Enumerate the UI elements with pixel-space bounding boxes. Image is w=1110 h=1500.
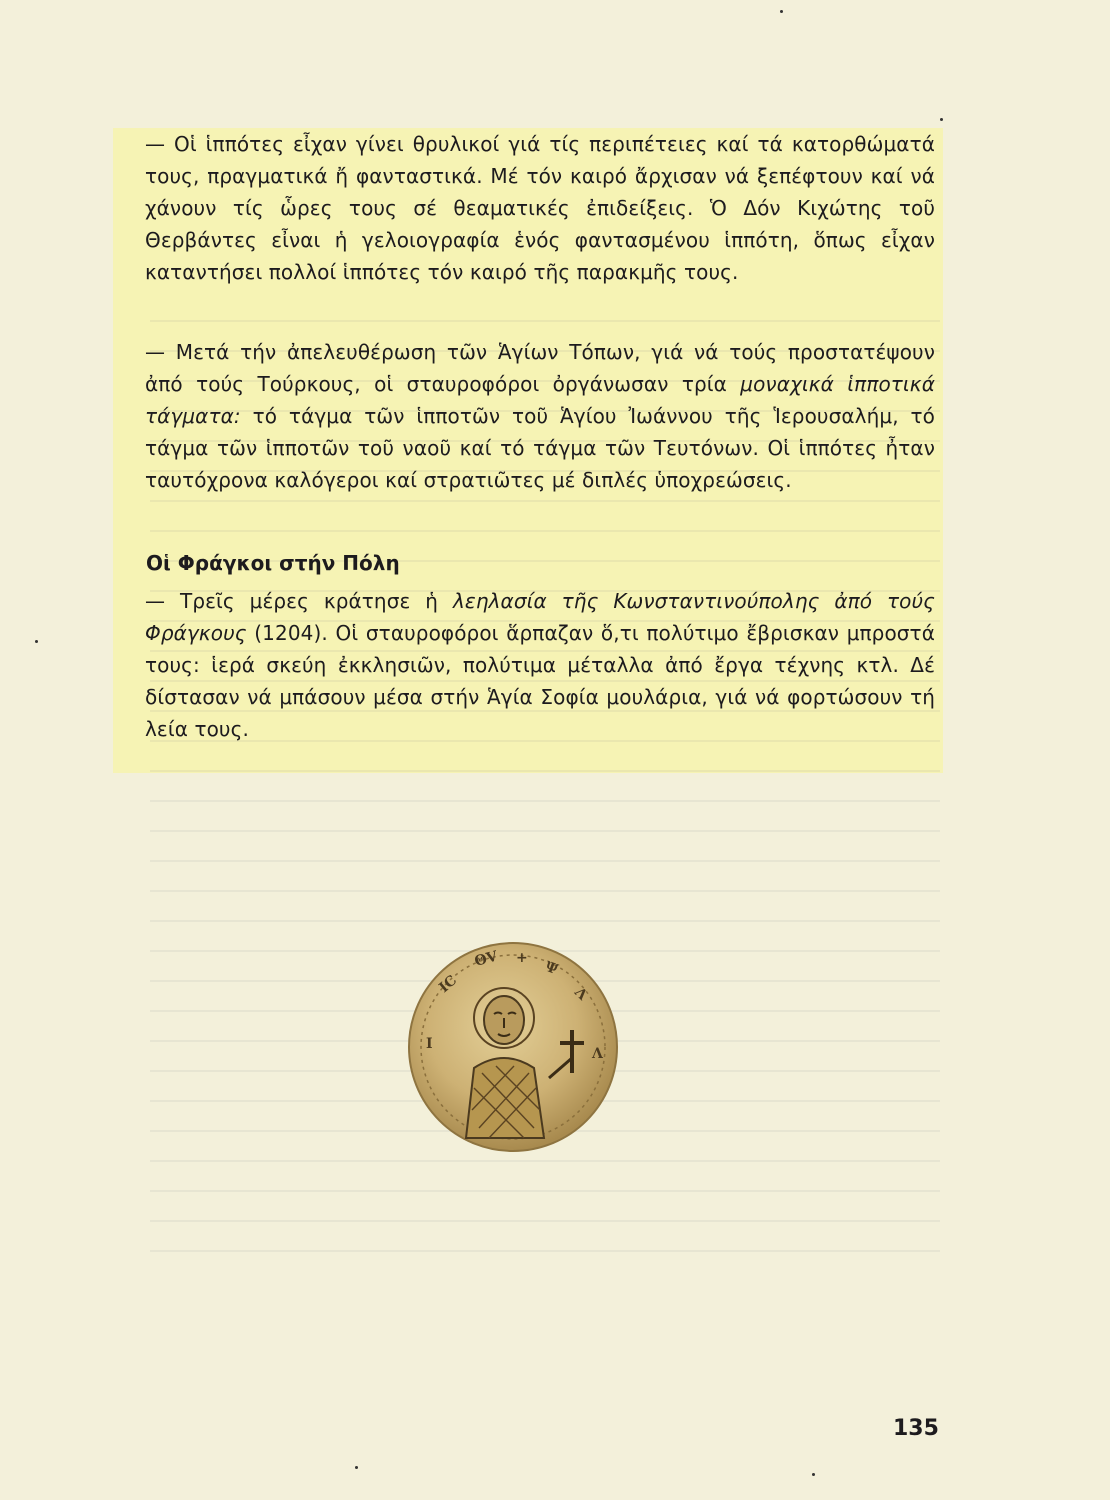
page-number: 135 [893,1416,939,1441]
emphasis-text: μοναχικά ἱπποτικά τάγματα: [145,372,935,428]
emphasis-text: λεηλασία τῆς Κωνσταντινούπολης ἀπό τούς Φράγκους [145,589,935,645]
svg-text:+: + [516,950,528,966]
text-run: — Μετά τήν ἀπελευθέρωση τῶν Ἁγίων Τόπων, γιά νά τούς προστατέψουν ἀπό τούς Τούρκους, οἱ σταυροφόροι ὀργάνωσαν τρία [145,340,935,396]
svg-text:Ψ: Ψ [542,958,561,979]
paragraph-text [145,336,935,496]
text-run: τό τάγμα τῶν ἱπποτῶν τοῦ Ἁγίου Ἰωάννου τῆς Ἱερουσαλήμ, τό τάγμα τῶν ἱπποτῶν τοῦ ναοῦ καί τό τάγμα τῶν Τευτόνων. Οἱ ἱππότες ἦταν ταυτόχρονα καλόγεροι καί στρατιῶτες μέ διπλές ὑποχρεώσεις. [145,404,935,492]
paragraph-sack-of-constantinople [145,585,935,745]
svg-text:ΘV: ΘV [472,948,500,970]
paragraph-text: — Οἱ ἱππότες εἶχαν γίνει θρυλικοί γιά τίς περιπέτειες καί τά κατορθώματά τους, πραγματικά ἤ φανταστικά. Μέ τόν καιρό ἄρχισαν νά ξεπέφτουν καί νά χάνουν τίς ὧρες τους σέ θεαματικές ἐπιδείξεις. Ὁ Δόν Κιχώτης τοῦ Θερβάντες εἶναι ἡ γελοιογραφία ἑνός φαντασμένου ἱππότη, ὅπως εἶχαν καταντήσει πολλοί ἱππότες τόν καιρό τῆς παρακμῆς τους. [145,132,935,284]
svg-text:I: I [426,1036,433,1052]
svg-text:IC: IC [436,972,461,997]
coin-icon [404,938,622,1156]
paper-speck [35,640,38,643]
paper-speck [812,1473,815,1476]
paper-speck [355,1466,358,1469]
byzantine-coin-illustration [404,938,622,1156]
svg-text:Λ: Λ [592,1046,603,1062]
paragraph-knights-fame [145,128,935,288]
text-run: — Τρεῖς μέρες κράτησε ἡ [145,589,453,613]
section-heading: Οἱ Φράγκοι στήν Πόλη [146,551,400,575]
paragraph-military-orders [145,336,935,496]
svg-text:Λ: Λ [571,984,591,1004]
paper-speck [940,118,943,121]
paper-speck [780,10,783,13]
text-run: (1204). Οἱ σταυροφόροι ἅρπαζαν ὅ,τι πολύτιμο ἔβρισκαν μπροστά τους: ἱερά σκεύη ἐκκλησιῶν, πολύτιμα μέταλλα ἀπό ἔργα τέχνης κτλ. Δέ δίστασαν νά μπάσουν μέσα στήν Ἁγία Σοφία μουλάρια, γιά νά φορτώσουν τή λεία τους. [145,621,935,741]
paragraph-text [145,585,935,745]
